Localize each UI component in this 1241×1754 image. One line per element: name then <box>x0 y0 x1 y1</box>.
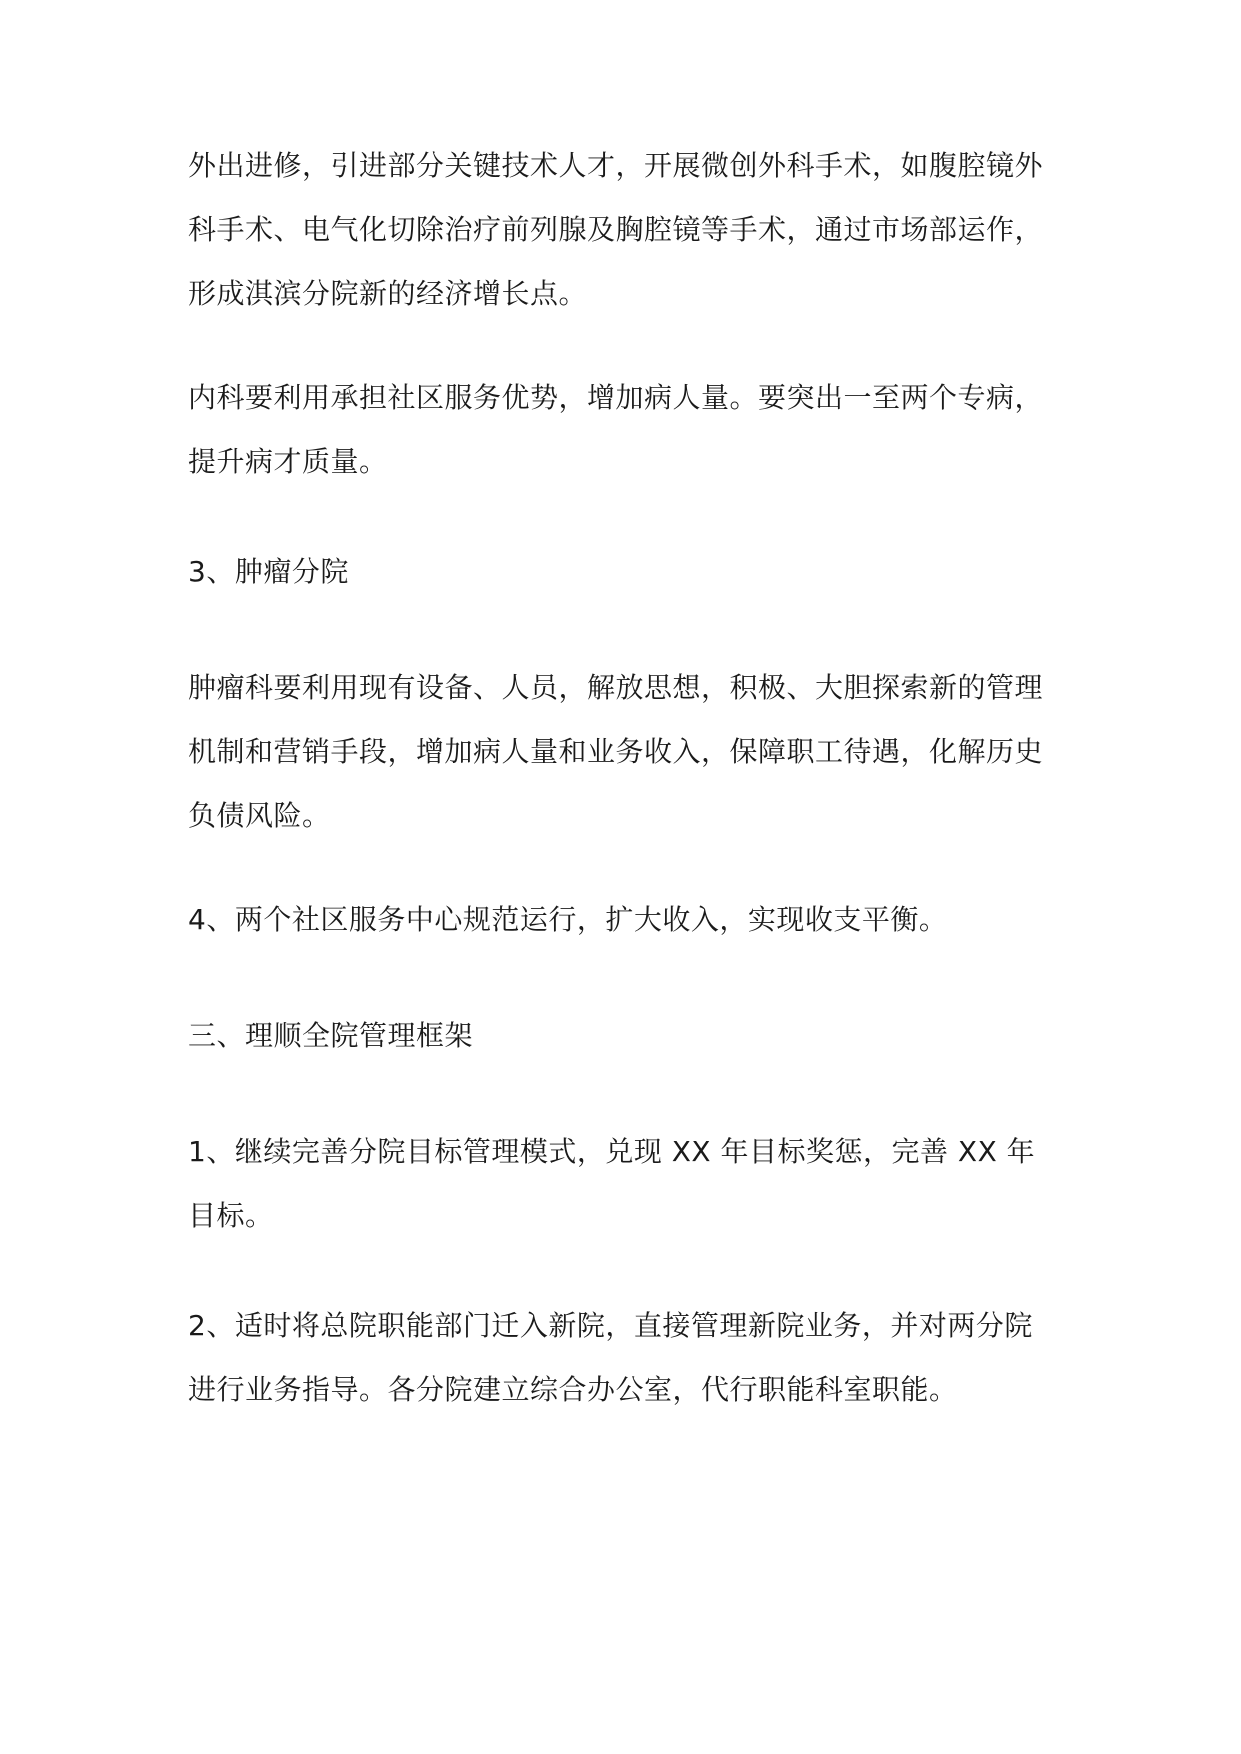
text-line: 肿瘤科要利用现有设备、人员，解放思想，积极、大胆探索新的管理 <box>188 671 1044 704</box>
text-line: 进行业务指导。各分院建立综合办公室，代行职能科室职能。 <box>188 1373 958 1406</box>
heading-management-framework <box>188 1004 1088 1068</box>
text-line: 负债风险。 <box>188 799 331 832</box>
paragraph-target-management <box>188 1120 1088 1248</box>
text-line: 1、继续完善分院目标管理模式，兑现 XX 年目标奖惩，完善 XX 年 <box>188 1135 1036 1168</box>
text-line: 4、两个社区服务中心规范运行，扩大收入，实现收支平衡。 <box>188 903 948 936</box>
text-line: 目标。 <box>188 1199 274 1232</box>
text-line: 科手术、电气化切除治疗前列腺及胸腔镜等手术，通过市场部运作， <box>188 213 1044 246</box>
paragraph-surgery-development <box>188 134 1088 326</box>
text-line: 外出进修，引进部分关键技术人才，开展微创外科手术，如腹腔镜外 <box>188 149 1044 182</box>
text-line: 形成淇滨分院新的经济增长点。 <box>188 277 588 310</box>
text-line: 提升病才质量。 <box>188 445 388 478</box>
paragraph-oncology-department <box>188 656 1088 848</box>
text-line: 三、理顺全院管理框架 <box>188 1019 474 1052</box>
paragraph-internal-medicine <box>188 366 1088 494</box>
text-line: 2、适时将总院职能部门迁入新院，直接管理新院业务，并对两分院 <box>188 1309 1033 1342</box>
paragraph-community-centers <box>188 888 1088 952</box>
paragraph-functional-departments <box>188 1294 1088 1422</box>
heading-oncology-branch <box>188 540 1088 604</box>
text-line: 3、肿瘤分院 <box>188 555 349 588</box>
text-line: 机制和营销手段，增加病人量和业务收入，保障职工待遇，化解历史 <box>188 735 1044 768</box>
text-line: 内科要利用承担社区服务优势，增加病人量。要突出一至两个专病， <box>188 381 1044 414</box>
